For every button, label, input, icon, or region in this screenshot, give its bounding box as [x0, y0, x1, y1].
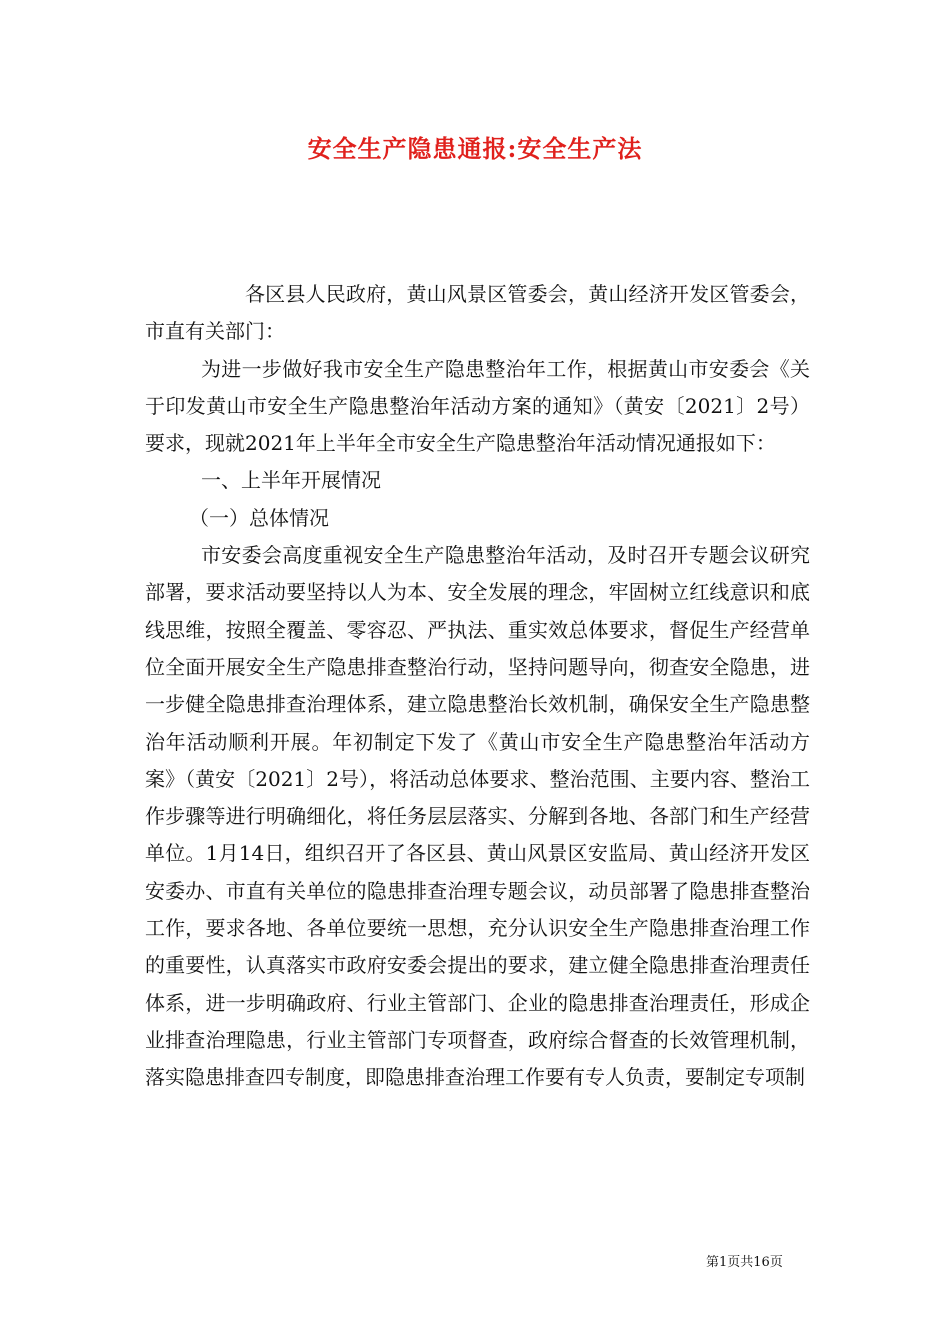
intro-paragraph: 为进一步做好我市安全生产隐患整治年工作，根据黄山市安委会《关于印发黄山市安全生产隐患整治年活动方案的通知》（黄安〔2021〕2号）要求，现就2021年上半年全市安全生产隐患整治年活动情况通报如下：: [145, 356, 810, 456]
page-number: 第1页共16页: [706, 1255, 783, 1270]
document-title: 安全生产隐患通报:安全生产法: [307, 134, 643, 163]
subsection-heading: （一）总体情况: [189, 505, 329, 530]
document-body: [145, 276, 810, 1097]
section-heading: 一、上半年开展情况: [201, 468, 381, 493]
body-paragraph: 市安委会高度重视安全生产隐患整治年活动，及时召开专题会议研究部署，要求活动要坚持以人为本、安全发展的理念，牢固树立红线意识和底线思维，按照全覆盖、零容忍、严执法、重实效总体要求，督促生产经营单位全面开展安全生产隐患排查整治行动，坚持问题导向，彻查安全隐患，进一步健全隐患排查治理体系，建立隐患整治长效机制，确保安全生产隐患整治年活动顺利开展。年初制定下发了《黄山市安全生产隐患整治年活动方案》（黄安〔2021〕2号），将活动总体要求、整治范围、主要内容、整治工作步骤等进行明确细化，将任务层层落实、分解到各地、各部门和生产经营单位。1月14日，组织召开了各区县、黄山风景区安监局、黄山经济开发区安委办、市直有关单位的隐患排查治理专题会议，动员部署了隐患排查整治工作，要求各地、各单位要统一思想，充分认识安全生产隐患排查治理工作的重要性，认真落实市政府安委会提出的要求，建立健全隐患排查治理责任体系，进一步明确政府、行业主管部门、企业的隐患排查治理责任，形成企业排查治理隐患，行业主管部门专项督查，政府综合督查的长效管理机制，落实隐患排查四专制度，即隐患排查治理工作要有专人负责，要制定专项制: [145, 543, 810, 1090]
addressee-paragraph: 各区县人民政府，黄山风景区管委会，黄山经济开发区管委会，市直有关部门：: [145, 282, 810, 344]
